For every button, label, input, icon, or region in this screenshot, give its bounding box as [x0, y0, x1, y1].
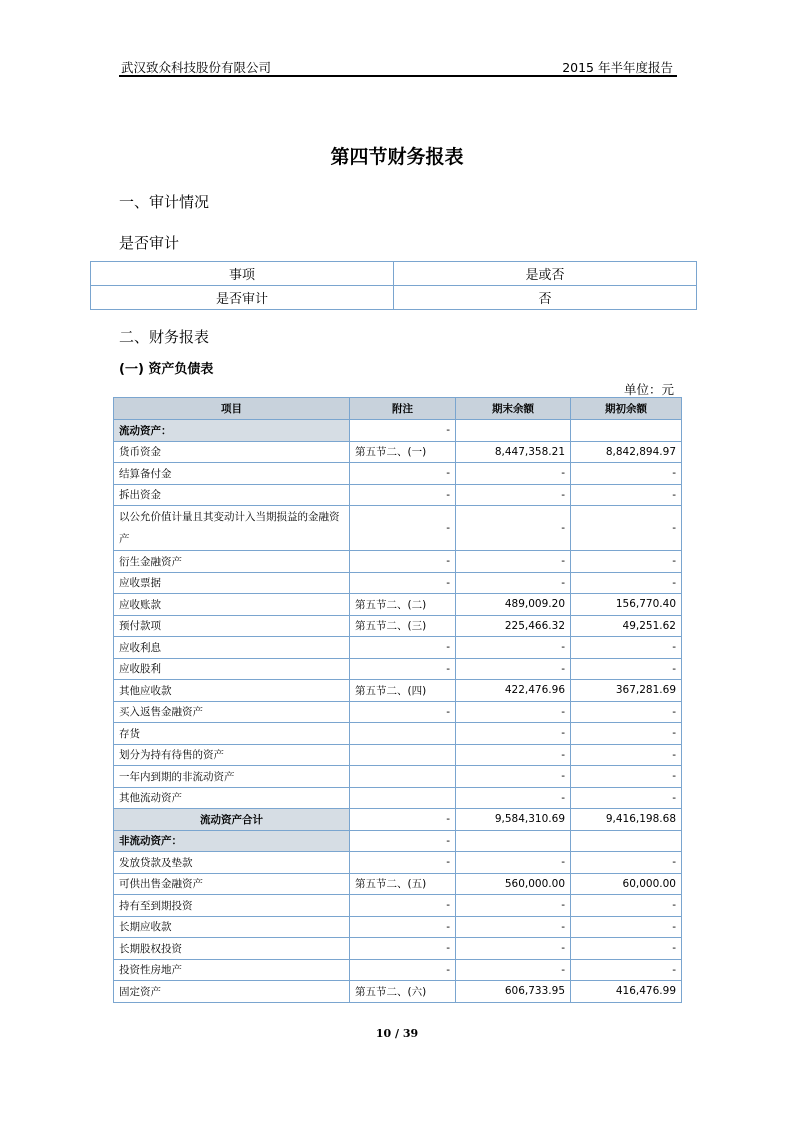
- table-row: [114, 895, 682, 917]
- table-row: [114, 723, 682, 745]
- begin-balance-cell: -: [571, 938, 682, 960]
- unit-label: 单位：元: [623, 382, 674, 397]
- note-cell: [350, 766, 456, 788]
- begin-balance-cell: 9,416,198.68: [571, 809, 682, 831]
- item-cell: 应收账款: [114, 594, 350, 616]
- end-balance-cell: -: [456, 787, 571, 809]
- note-cell: 第五节二、(五): [350, 873, 456, 895]
- balance-sheet-title: (一) 资产负债表: [119, 362, 214, 377]
- item-cell: 存货: [114, 723, 350, 745]
- audit-subheading: 是否审计: [119, 234, 180, 252]
- begin-balance-cell: -: [571, 701, 682, 723]
- end-balance-cell: -: [456, 723, 571, 745]
- note-cell: [350, 723, 456, 745]
- col-header-note: 附注: [350, 398, 456, 420]
- table-row: [114, 506, 682, 551]
- note-cell: -: [350, 852, 456, 874]
- table-row: [114, 594, 682, 616]
- note-cell: -: [350, 572, 456, 594]
- item-cell: 固定资产: [114, 981, 350, 1003]
- note-cell: -: [350, 551, 456, 573]
- company-name: 武汉致众科技股份有限公司: [121, 60, 272, 75]
- table-row: [114, 463, 682, 485]
- note-cell: [350, 744, 456, 766]
- note-cell: 第五节二、(一): [350, 441, 456, 463]
- note-cell: -: [350, 637, 456, 659]
- begin-balance-cell: 60,000.00: [571, 873, 682, 895]
- table-row: [114, 420, 682, 442]
- table-row: [114, 766, 682, 788]
- begin-balance-cell: -: [571, 551, 682, 573]
- note-cell: [350, 787, 456, 809]
- note-cell: -: [350, 895, 456, 917]
- table-row: [114, 637, 682, 659]
- item-cell: 划分为持有待售的资产: [114, 744, 350, 766]
- end-balance-cell: -: [456, 916, 571, 938]
- end-balance-cell: -: [456, 744, 571, 766]
- end-balance-cell: -: [456, 658, 571, 680]
- item-cell: 应收股利: [114, 658, 350, 680]
- begin-balance-cell: -: [571, 895, 682, 917]
- item-cell: 投资性房地产: [114, 959, 350, 981]
- item-cell: 流动资产合计: [114, 809, 350, 831]
- end-balance-cell: -: [456, 766, 571, 788]
- begin-balance-cell: -: [571, 463, 682, 485]
- item-cell: 结算备付金: [114, 463, 350, 485]
- table-row: [114, 551, 682, 573]
- begin-balance-cell: 156,770.40: [571, 594, 682, 616]
- page-header: [119, 57, 677, 77]
- table-row: [114, 680, 682, 702]
- table-row: [114, 572, 682, 594]
- item-cell: 长期股权投资: [114, 938, 350, 960]
- begin-balance-cell: -: [571, 916, 682, 938]
- note-cell: -: [350, 938, 456, 960]
- end-balance-cell: -: [456, 959, 571, 981]
- item-cell: 以公允价值计量且其变动计入当期损益的金融资产: [114, 506, 350, 551]
- end-balance-cell: -: [456, 701, 571, 723]
- table-row: [114, 441, 682, 463]
- note-cell: -: [350, 701, 456, 723]
- balance-sheet-body: [114, 420, 682, 1003]
- end-balance-cell: 422,476.96: [456, 680, 571, 702]
- end-balance-cell: -: [456, 551, 571, 573]
- audit-row-value: 否: [394, 286, 697, 310]
- table-row: [114, 658, 682, 680]
- table-row: [114, 959, 682, 981]
- note-cell: -: [350, 916, 456, 938]
- table-row: [114, 830, 682, 852]
- table-row: [114, 787, 682, 809]
- table-row: [114, 981, 682, 1003]
- note-cell: 第五节二、(六): [350, 981, 456, 1003]
- report-name: 2015 年半年度报告: [562, 60, 673, 75]
- begin-balance-cell: -: [571, 637, 682, 659]
- table-row: [114, 873, 682, 895]
- col-header-end: 期末余额: [456, 398, 571, 420]
- item-cell: 流动资产：: [114, 420, 350, 442]
- table-row: [114, 916, 682, 938]
- item-cell: 货币资金: [114, 441, 350, 463]
- balance-sheet-table: [113, 397, 682, 1003]
- begin-balance-cell: -: [571, 572, 682, 594]
- begin-balance-cell: -: [571, 852, 682, 874]
- end-balance-cell: [456, 420, 571, 442]
- audit-row-item: 是否审计: [91, 286, 394, 310]
- begin-balance-cell: [571, 420, 682, 442]
- begin-balance-cell: -: [571, 723, 682, 745]
- begin-balance-cell: 416,476.99: [571, 981, 682, 1003]
- item-cell: 买入返售金融资产: [114, 701, 350, 723]
- item-cell: 其他应收款: [114, 680, 350, 702]
- end-balance-cell: -: [456, 637, 571, 659]
- statements-heading: 二、财务报表: [119, 328, 210, 346]
- item-cell: 衍生金融资产: [114, 551, 350, 573]
- item-cell: 拆出资金: [114, 484, 350, 506]
- table-row: [114, 809, 682, 831]
- begin-balance-cell: 8,842,894.97: [571, 441, 682, 463]
- end-balance-cell: -: [456, 572, 571, 594]
- end-balance-cell: -: [456, 938, 571, 960]
- end-balance-cell: -: [456, 506, 571, 551]
- note-cell: -: [350, 658, 456, 680]
- note-cell: -: [350, 420, 456, 442]
- note-cell: 第五节二、(三): [350, 615, 456, 637]
- end-balance-cell: [456, 830, 571, 852]
- begin-balance-cell: -: [571, 766, 682, 788]
- table-row: [114, 938, 682, 960]
- begin-balance-cell: 367,281.69: [571, 680, 682, 702]
- end-balance-cell: -: [456, 852, 571, 874]
- begin-balance-cell: -: [571, 484, 682, 506]
- table-row: [114, 484, 682, 506]
- end-balance-cell: -: [456, 484, 571, 506]
- item-cell: 非流动资产：: [114, 830, 350, 852]
- note-cell: -: [350, 463, 456, 485]
- end-balance-cell: -: [456, 463, 571, 485]
- end-balance-cell: 9,584,310.69: [456, 809, 571, 831]
- begin-balance-cell: -: [571, 658, 682, 680]
- note-cell: -: [350, 484, 456, 506]
- section-title: 第四节财务报表: [330, 146, 464, 168]
- begin-balance-cell: -: [571, 506, 682, 551]
- end-balance-cell: 560,000.00: [456, 873, 571, 895]
- item-cell: 持有至到期投资: [114, 895, 350, 917]
- end-balance-cell: 8,447,358.21: [456, 441, 571, 463]
- note-cell: -: [350, 959, 456, 981]
- begin-balance-cell: 49,251.62: [571, 615, 682, 637]
- note-cell: -: [350, 809, 456, 831]
- begin-balance-cell: -: [571, 787, 682, 809]
- item-cell: 预付款项: [114, 615, 350, 637]
- item-cell: 应收票据: [114, 572, 350, 594]
- audit-header-row: [91, 262, 697, 286]
- note-cell: 第五节二、(二): [350, 594, 456, 616]
- item-cell: 长期应收款: [114, 916, 350, 938]
- end-balance-cell: 225,466.32: [456, 615, 571, 637]
- table-row: [114, 701, 682, 723]
- note-cell: -: [350, 830, 456, 852]
- note-cell: -: [350, 506, 456, 551]
- note-cell: 第五节二、(四): [350, 680, 456, 702]
- end-balance-cell: -: [456, 895, 571, 917]
- begin-balance-cell: -: [571, 959, 682, 981]
- audit-col-item: 事项: [91, 262, 394, 286]
- audit-table: [90, 261, 697, 310]
- end-balance-cell: 606,733.95: [456, 981, 571, 1003]
- begin-balance-cell: [571, 830, 682, 852]
- page-number: 10 / 39: [375, 1027, 419, 1040]
- end-balance-cell: 489,009.20: [456, 594, 571, 616]
- table-row: [114, 615, 682, 637]
- table-row: [114, 852, 682, 874]
- item-cell: 应收利息: [114, 637, 350, 659]
- item-cell: 其他流动资产: [114, 787, 350, 809]
- item-cell: 一年内到期的非流动资产: [114, 766, 350, 788]
- begin-balance-cell: -: [571, 744, 682, 766]
- audit-heading: 一、审计情况: [119, 193, 210, 211]
- item-cell: 可供出售金融资产: [114, 873, 350, 895]
- table-row: [114, 744, 682, 766]
- item-cell: 发放贷款及垫款: [114, 852, 350, 874]
- col-header-item: 项目: [114, 398, 350, 420]
- audit-row: [91, 286, 697, 310]
- balance-sheet-header-row: [114, 398, 682, 420]
- audit-col-value: 是或否: [394, 262, 697, 286]
- col-header-begin: 期初余额: [571, 398, 682, 420]
